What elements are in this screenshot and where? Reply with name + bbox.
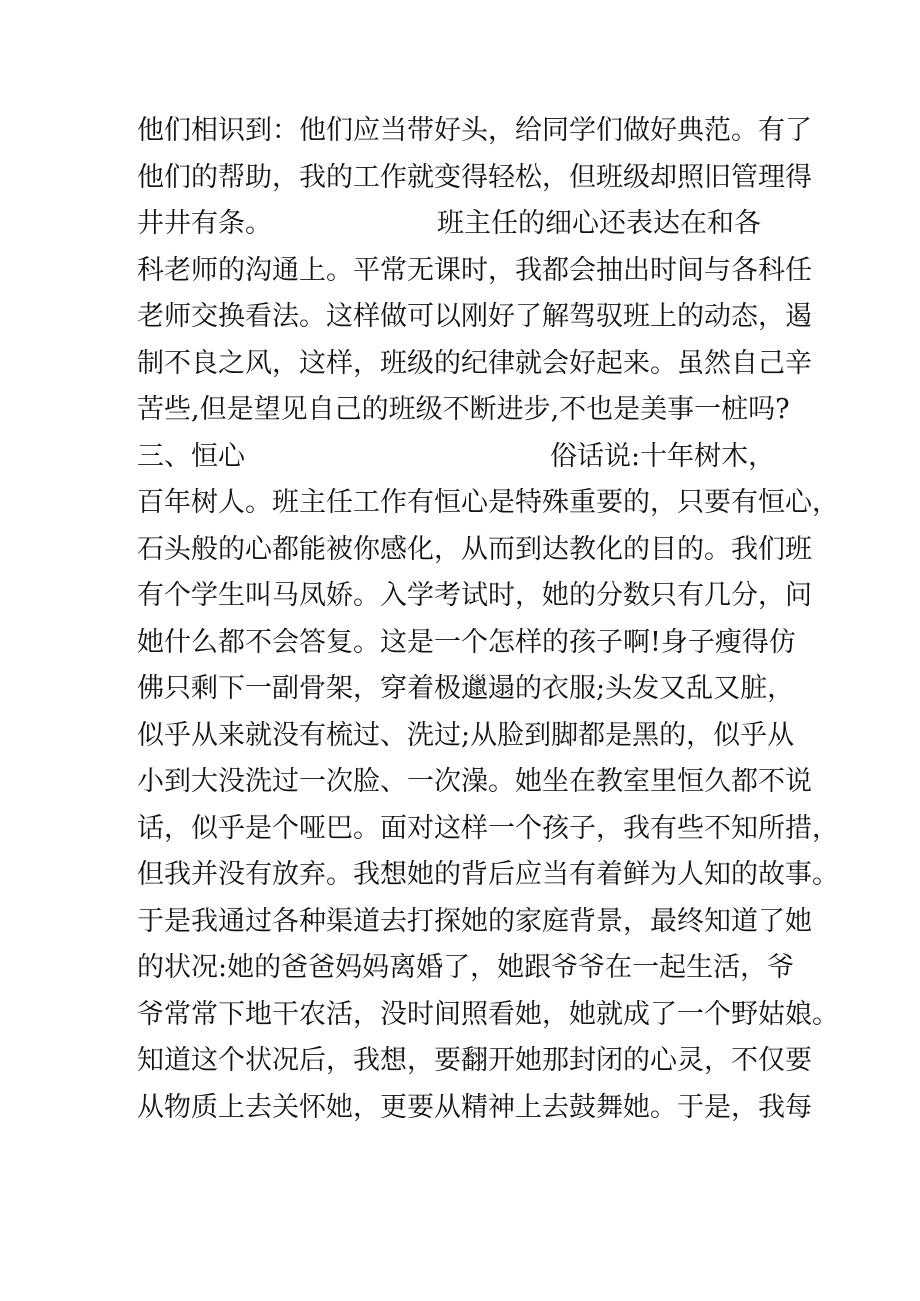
text-line: 爷常常下地干农活，没时间照看她，她就成了一个野姑娘。 xyxy=(137,998,839,1030)
text-line: 小到大没洗过一次脸、一次澡。她坐在教室里恒久都不说 xyxy=(137,766,812,797)
text-line: 老师交换看法。这样做可以刚好了解驾驭班上的动态，遏 xyxy=(137,301,812,332)
text-line: 他们相识到：他们应当带好头，给同学们做好典范。有了 xyxy=(137,115,812,146)
document-body xyxy=(137,108,839,1131)
text-line: 百年树人。班主任工作有恒心是特殊重要的，只要有恒心， xyxy=(137,487,839,518)
text-line xyxy=(137,201,797,248)
text-line: 佛只剩下一副骨架，穿着极邋遢的衣服;头发又乱又脏， xyxy=(137,673,795,704)
text-line xyxy=(137,434,797,481)
text-segment: 班主任的细心还表达在和各 xyxy=(437,208,761,239)
text-line: 从物质上去关怀她，更要从精神上去鼓舞她。于是，我每 xyxy=(137,1091,812,1123)
text-line: 话，似乎是个哑巴。面对这样一个孩子，我有些不知所措， xyxy=(137,812,839,844)
text-line: 但我并没有放弃。我想她的背后应当有着鲜为人知的故事。 xyxy=(137,859,839,890)
text-line: 他们的帮助，我的工作就变得轻松，但班级却照旧管理得 xyxy=(137,161,812,193)
text-line: 苦些,但是望见自己的班级不断进步,不也是美事一桩吗? xyxy=(137,394,790,425)
text-line: 似乎从来就没有梳过、洗过;从脸到脚都是黑的，似乎从 xyxy=(137,719,795,751)
text-line: 科老师的沟通上。平常无课时，我都会抽出时间与各科任 xyxy=(137,254,812,286)
text-segment: 俗话说:十年树木， xyxy=(550,440,776,472)
text-line: 的状况:她的爸爸妈妈离婚了，她跟爷爷在一起生活，爷 xyxy=(137,952,795,983)
text-line: 于是我通过各种渠道去打探她的家庭背景，最终知道了她 xyxy=(137,905,812,937)
text-line: 石头般的心都能被你感化，从而到达教化的目的。我们班 xyxy=(137,533,812,565)
text-line: 有个学生叫马凤娇。入学考试时，她的分数只有几分，问 xyxy=(137,580,812,611)
text-line: 知道这个状况后，我想，要翻开她那封闭的心灵，不仅要 xyxy=(137,1045,812,1076)
text-segment: 井井有条。 xyxy=(137,208,272,239)
text-line: 她什么都不会答复。这是一个怎样的孩子啊!身子瘦得仿 xyxy=(137,626,796,658)
text-line: 制不良之风，这样，班级的纪律就会好起来。虽然自己辛 xyxy=(137,347,812,379)
section-heading: 三、恒心 xyxy=(137,440,245,472)
